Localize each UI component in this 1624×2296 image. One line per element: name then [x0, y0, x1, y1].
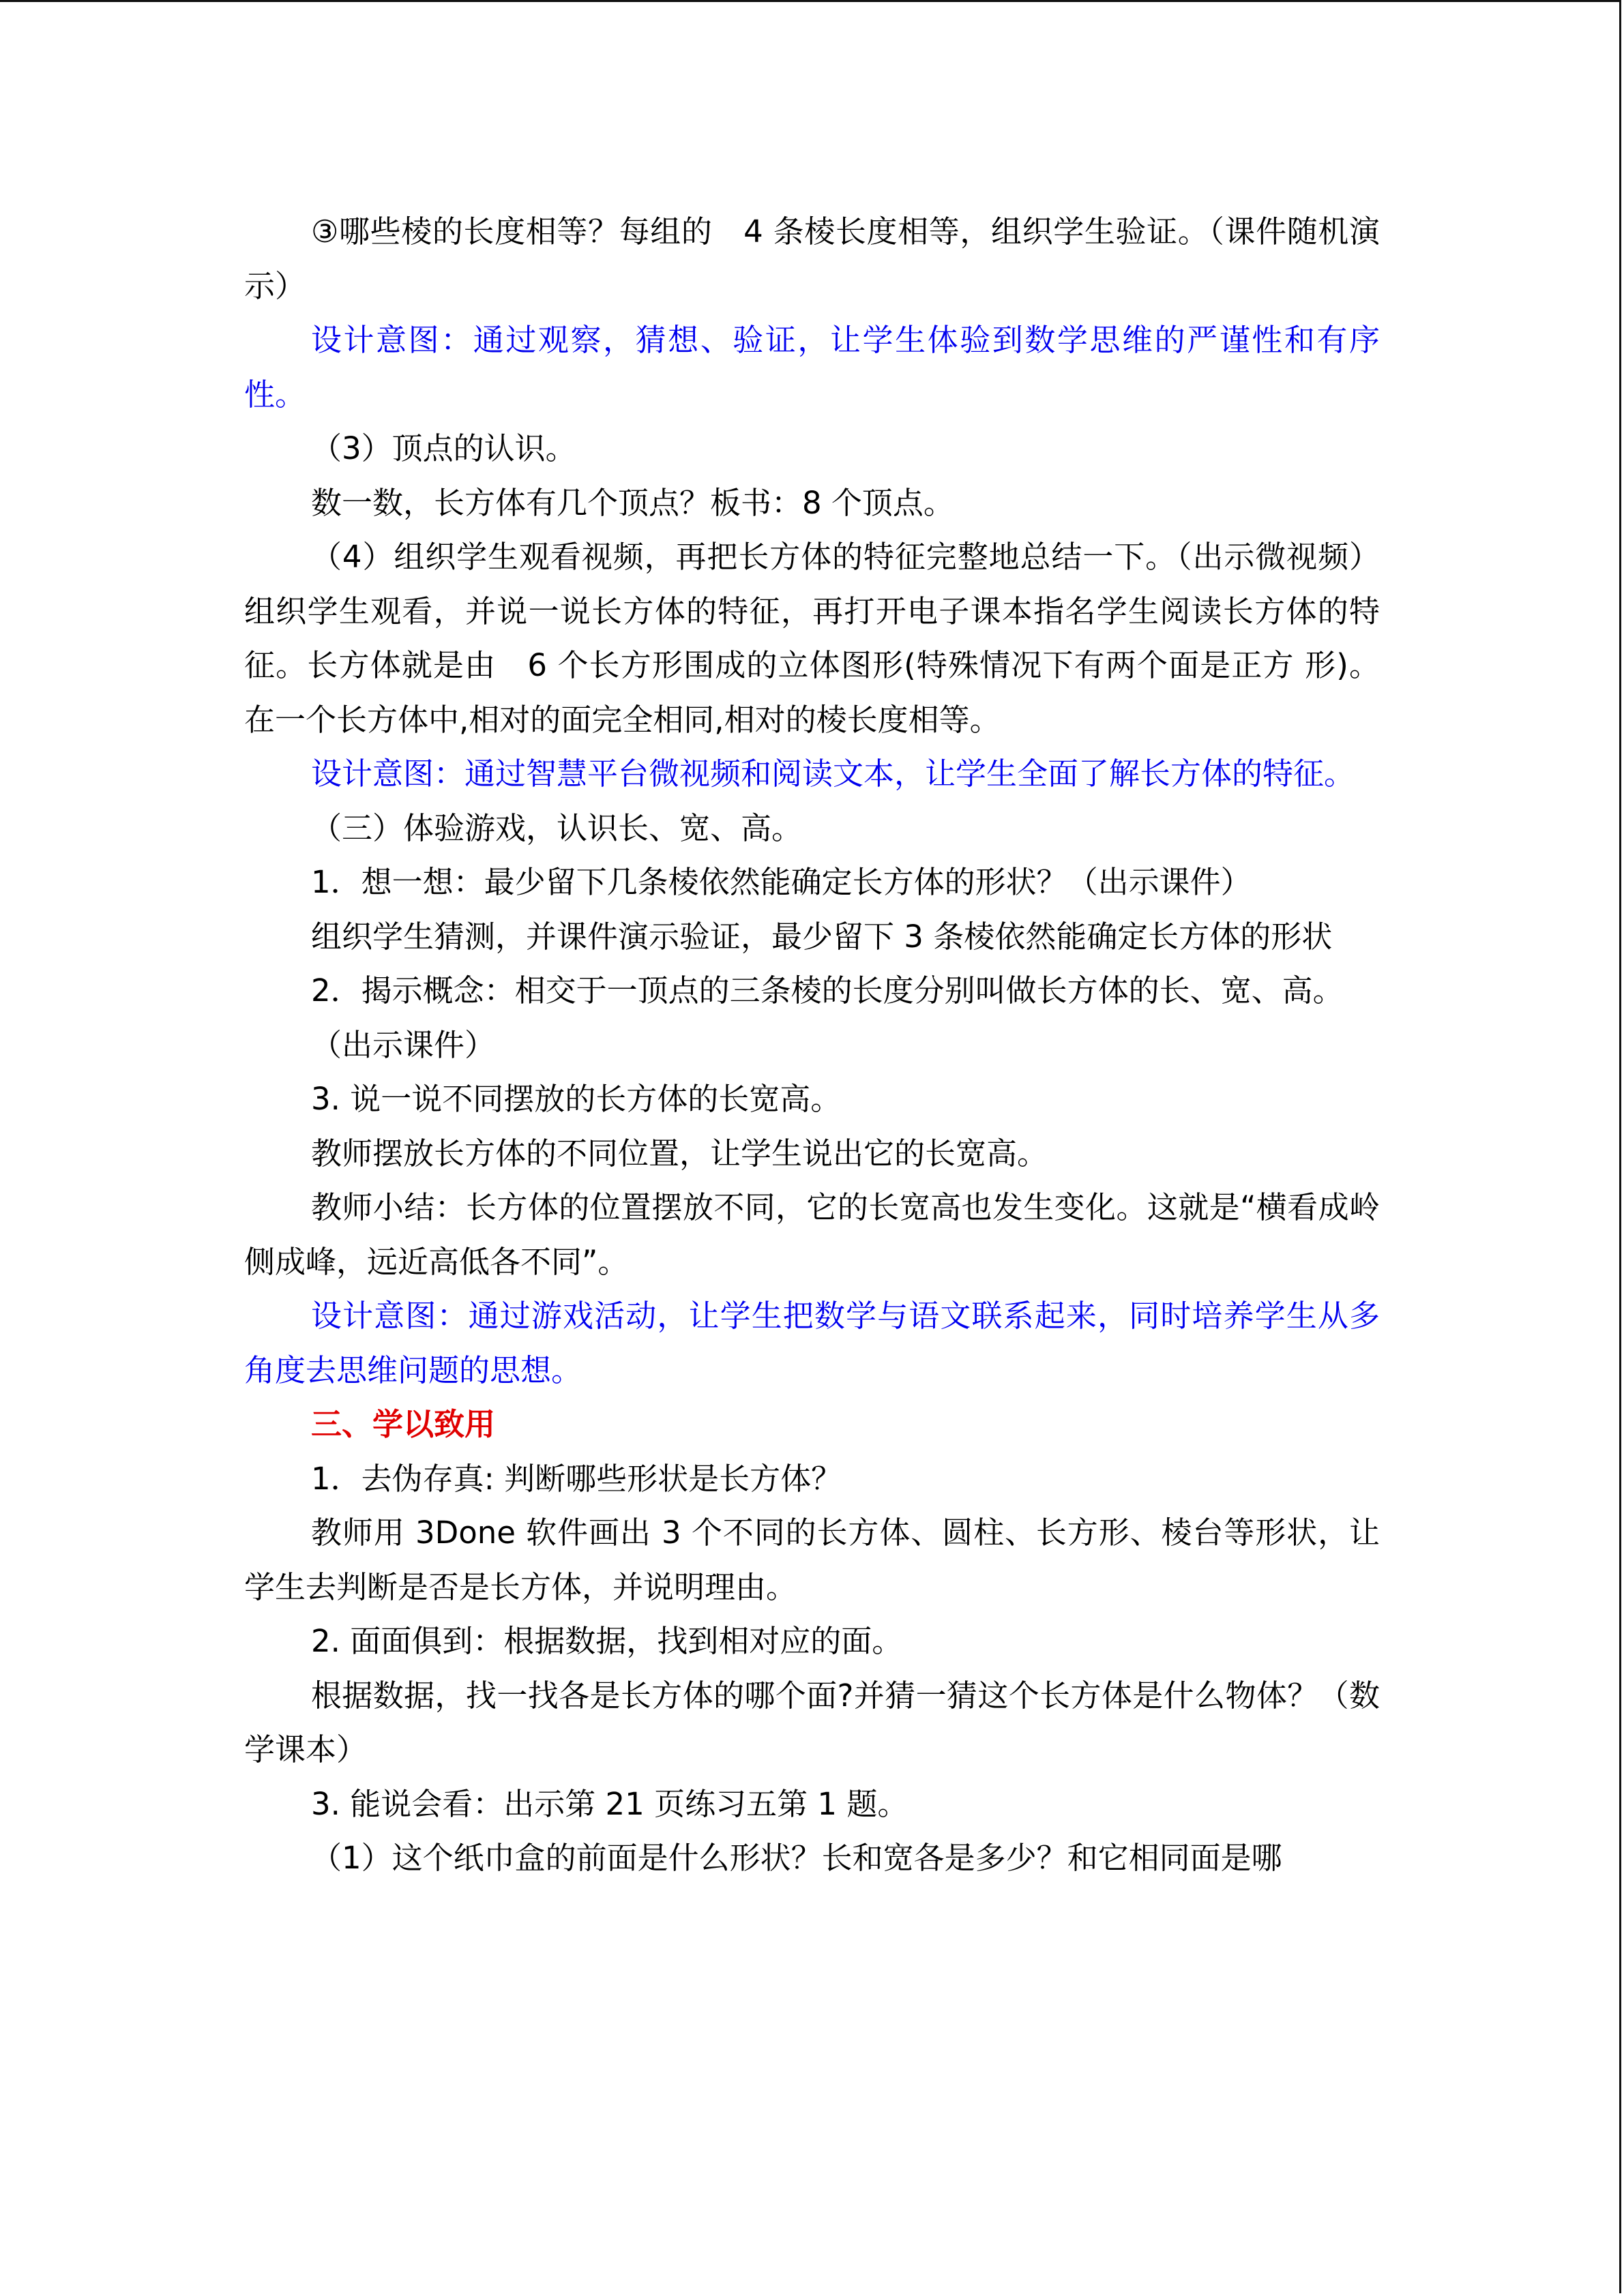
- paragraph-edge-equal: ③哪些棱的长度相等？每组的 4 条棱长度相等，组织学生验证。（课件随机演示）: [244, 213, 1380, 304]
- paragraph-think: 1．想一想：最少留下几条棱依然能确定长方体的形状？（出示课件）: [311, 864, 1252, 900]
- design-intent-observe: 设计意图：通过观察，猜想、验证，让学生体验到数学思维的严谨性和有序性。: [244, 322, 1380, 413]
- paragraph-guess: 组织学生猜测，并课件演示验证，最少留下 3 条棱依然能确定长方体的形状: [311, 918, 1333, 955]
- paragraph-exercise: 3. 能说会看：出示第 21 页练习五第 1 题。: [311, 1785, 909, 1822]
- paragraph-judge: 1．去伪存真: 判断哪些形状是长方体？: [311, 1460, 842, 1497]
- paragraph-show-courseware: （出示课件）: [311, 1026, 496, 1063]
- paragraph-faces: 2. 面面俱到：根据数据，找到相对应的面。: [311, 1623, 903, 1659]
- paragraph-teacher-place: 教师摆放长方体的不同位置，让学生说出它的长宽高。: [311, 1135, 1048, 1172]
- paragraph-concept: 2．揭示概念：相交于一顶点的三条棱的长度分别叫做长方体的长、宽、高。: [311, 972, 1344, 1009]
- paragraph-data: 根据数据，找一找各是长方体的哪个面?并猜一猜这个长方体是什么物体？（数学课本）: [244, 1677, 1380, 1768]
- section-heading-apply: 三、学以致用: [311, 1406, 496, 1442]
- paragraph-tissue-box: （1）这个纸巾盒的前面是什么形状？长和宽各是多少？和它相同面是哪: [311, 1840, 1282, 1876]
- paragraph-video-summary: （4）组织学生观看视频，再把长方体的特征完整地总结一下。（出示微视频）组织学生观看，并说一说长方体的特征，再打开电子课本指名学生阅读长方体的特征。长方体就是由 6 个长方形围成的立体图形(特殊情况下有两个面是正方 形)。在一个长方体中,相对的面完全相同,相对的棱长度相等。: [244, 539, 1380, 738]
- section-heading-game: （三）体验游戏，认识长、宽、高。: [311, 809, 803, 846]
- paragraph-vertex-count: 数一数，长方体有几个顶点？板书：8 个顶点。: [311, 484, 954, 521]
- paragraph-3done: 教师用 3Done 软件画出 3 个不同的长方体、圆柱、长方形、棱台等形状，让学生去判断是否是长方体，并说明理由。: [244, 1515, 1380, 1605]
- paragraph-vertex-heading: （3）顶点的认识。: [311, 430, 576, 466]
- design-intent-video: 设计意图：通过智慧平台微视频和阅读文本，让学生全面了解长方体的特征。: [311, 756, 1355, 792]
- paragraph-say: 3. 说一说不同摆放的长方体的长宽高。: [311, 1081, 842, 1117]
- document-body: [244, 205, 1380, 1885]
- design-intent-game: 设计意图：通过游戏活动，让学生把数学与语文联系起来，同时培养学生从多角度去思维问题的思想。: [244, 1298, 1380, 1388]
- paragraph-teacher-summary: 教师小结：长方体的位置摆放不同，它的长宽高也发生变化。这就是“横看成岭侧成峰，远近高低各不同”。: [244, 1189, 1380, 1280]
